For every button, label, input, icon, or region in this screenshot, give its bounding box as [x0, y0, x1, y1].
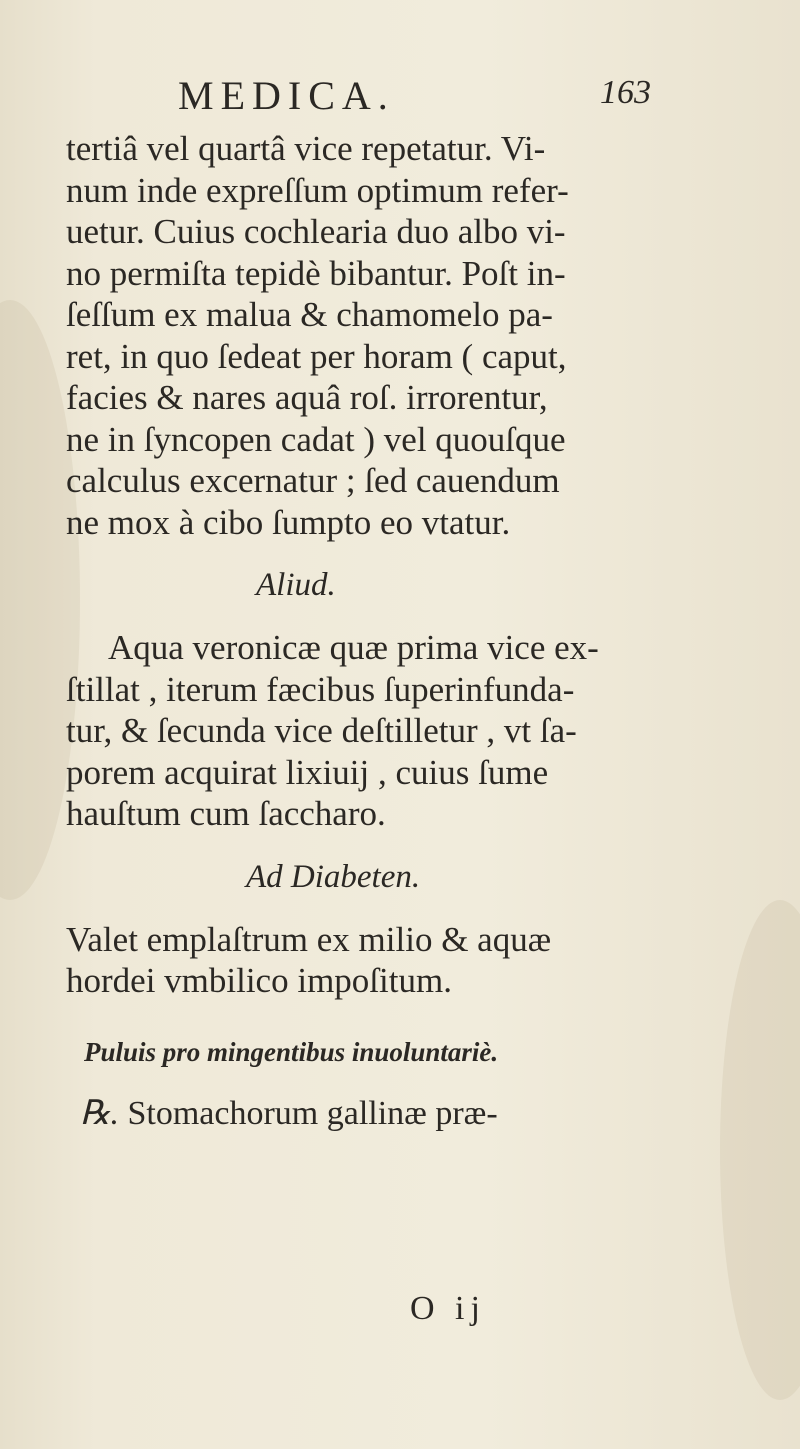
text-line: ne in ſyncopen cadat ) vel quouſque	[66, 419, 566, 459]
text-line: uetur. Cuius cochlearia duo albo vi-	[66, 212, 566, 251]
text-line: no permiſta tepidè bibantur. Poſt in-	[66, 253, 566, 293]
text-line: ne mox à cibo ſumpto eo vtatur.	[66, 502, 511, 542]
section-heading-pulvis: Puluis pro mingentibus inuoluntariè.	[84, 1036, 499, 1067]
text-line: ſtillat , iterum fæcibus ſuperinfunda-	[66, 669, 575, 709]
recipe-text: Stomachorum gallinæ præ-	[127, 1094, 498, 1132]
recipe-line	[66, 1094, 756, 1134]
text-line: hordei vmbilico impoſitum.	[66, 961, 452, 1000]
text-line: tur, & ſecunda vice deſtilletur , vt ſa-	[66, 711, 577, 750]
text-line: tertiâ vel quartâ vice repetatur. Vi-	[66, 129, 546, 168]
text-line: Aqua veronicæ quæ prima vice ex-	[108, 628, 599, 667]
paragraph-1	[66, 128, 756, 543]
paragraph-3	[66, 919, 756, 1002]
text-line: calculus excernatur ; ſed cauendum	[66, 461, 560, 500]
recipe-symbol: ℞.	[80, 1094, 119, 1132]
running-head: MEDICA.	[178, 73, 395, 118]
text-line: ſeſſum ex malua & chamomelo pa-	[66, 295, 553, 334]
paragraph-2	[66, 627, 756, 835]
text-line: porem acquirat lixiuij , cuius ſume	[66, 752, 549, 792]
text-line: Valet emplaſtrum ex milio & aquæ	[66, 919, 552, 959]
page-number: 163	[600, 74, 651, 111]
text-line: hauſtum cum ſaccharo.	[66, 794, 386, 833]
page-header	[0, 72, 800, 122]
text-line: facies & nares aquâ roſ. irrorentur,	[66, 378, 548, 417]
body-text	[66, 128, 756, 1134]
section-heading-diabeten: Ad Diabeten.	[246, 858, 421, 895]
text-line: num inde expreſſum optimum refer-	[66, 170, 569, 210]
signature-mark: O ij	[410, 1290, 486, 1327]
section-heading-aliud: Aliud.	[256, 567, 336, 603]
text-line: ret, in quo ſedeat per horam ( caput,	[66, 336, 567, 376]
